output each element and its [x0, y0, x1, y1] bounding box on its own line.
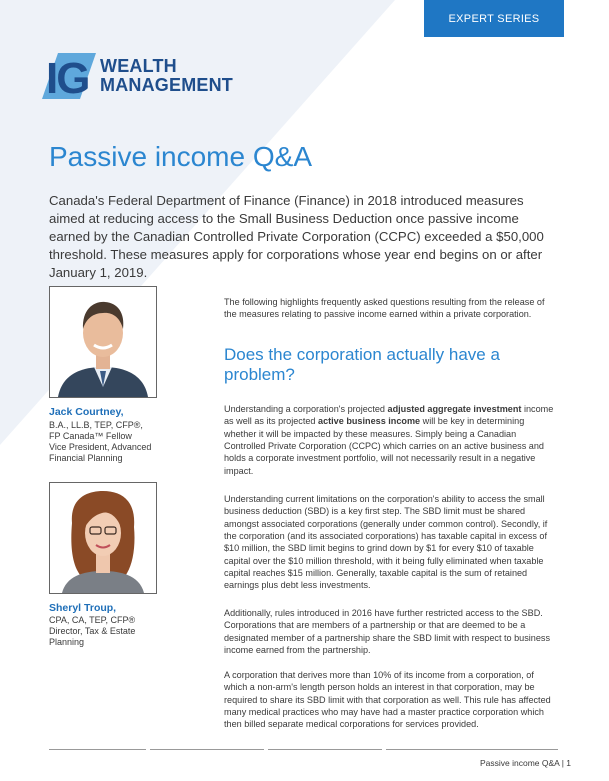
- credential-line: CPA, CA, TEP, CFP®: [49, 615, 136, 625]
- section-heading: Does the corporation actually have a problem?: [224, 345, 500, 384]
- body-paragraph-4: A corporation that derives more than 10% of its income from a corporation, of which a non-arm's length person holds an interest in that corporation, may be required to share its SBD limit with that corporation as well. This rule has affected many medical practices who may have had a master practice corporation which then billed separate medical corporations for services provided.: [224, 670, 551, 730]
- lead-paragraph: The following highlights frequently asked questions resulting from the release of the measures relating to passive income earned within a private corporation.: [224, 297, 545, 320]
- logo-wordmark: [100, 57, 233, 95]
- credential-line: Planning: [49, 637, 85, 647]
- author-name: Jack Courtney,: [49, 406, 124, 418]
- bold-term: active business income: [318, 416, 421, 427]
- author-photo-jack-courtney: [49, 286, 157, 398]
- footer-page-label: Passive income Q&A | 1: [480, 758, 572, 768]
- text-run: Understanding a corporation's projected: [224, 404, 388, 415]
- author-credentials: [49, 420, 151, 464]
- text-run: income as well as its projected: [224, 404, 554, 427]
- credential-line: Financial Planning: [49, 453, 123, 463]
- author-credentials: [49, 615, 135, 648]
- author-photo-sheryl-troup: [49, 482, 157, 594]
- logo-mark: IG: [46, 54, 89, 99]
- body-paragraph-1: [224, 403, 554, 477]
- expert-series-badge: [424, 0, 564, 37]
- bold-term: adjusted aggregate investment: [387, 404, 522, 415]
- logo-line-2: MANAGEMENT: [100, 75, 233, 95]
- footer-rule: [49, 749, 146, 750]
- body-paragraph-3: Additionally, rules introduced in 2016 have further restricted access to the SBD. Corporations that are members of a partnership or that are deemed to be a designated member of a partnership share the SBD limit with respect to business income earned from the partnership.: [224, 608, 551, 655]
- author-name: Sheryl Troup,: [49, 602, 117, 614]
- credential-line: Vice President, Advanced: [49, 442, 152, 452]
- footer-rule: [150, 749, 264, 750]
- footer-rule: [268, 749, 382, 750]
- badge-label: EXPERT SERIES: [448, 12, 540, 25]
- logo-line-1: WEALTH: [100, 56, 177, 76]
- credential-line: B.A., LL.B, TEP, CFP®,: [49, 420, 143, 430]
- credential-line: Director, Tax & Estate: [49, 626, 136, 636]
- text-run: will be key in determining whether it will be impacted by these measures. Simply being a Canadian Controlled Private Corporation (CCPC) which carries on an active business and holds a corporate investment portfolio, will not necessarily result in a negative impact.: [224, 416, 544, 476]
- intro-paragraph: Canada's Federal Department of Finance (Finance) in 2018 introduced measures aimed at reducing access to the Small Business Deduction once passive income earned by the Canadian Controlled Private Corporation (CCPC) exceeded a $50,000 threshold. These measures apply for corporations whose year end begins on or after January 1, 2019.: [49, 193, 544, 280]
- credential-line: FP Canada™ Fellow: [49, 431, 132, 441]
- page-title: Passive income Q&A: [49, 141, 312, 172]
- footer-rule: [386, 749, 558, 750]
- body-paragraph-2: Understanding current limitations on the corporation's ability to access the small business deduction (SBD) is a key first step. The SBD limit must be shared amongst associated corporations (generally under common control). Secondly, if the corporation (and its associated corporations) has taxable capital in excess of $10 million, the SBD limit begins to grind down by $1 for every $10 of taxable capital over the $10 million threshold, with it being fully eliminated when taxable capital reaches $15 million. Generally, taxable capital is the sum of retained earnings plus debt less investments.: [224, 494, 548, 591]
